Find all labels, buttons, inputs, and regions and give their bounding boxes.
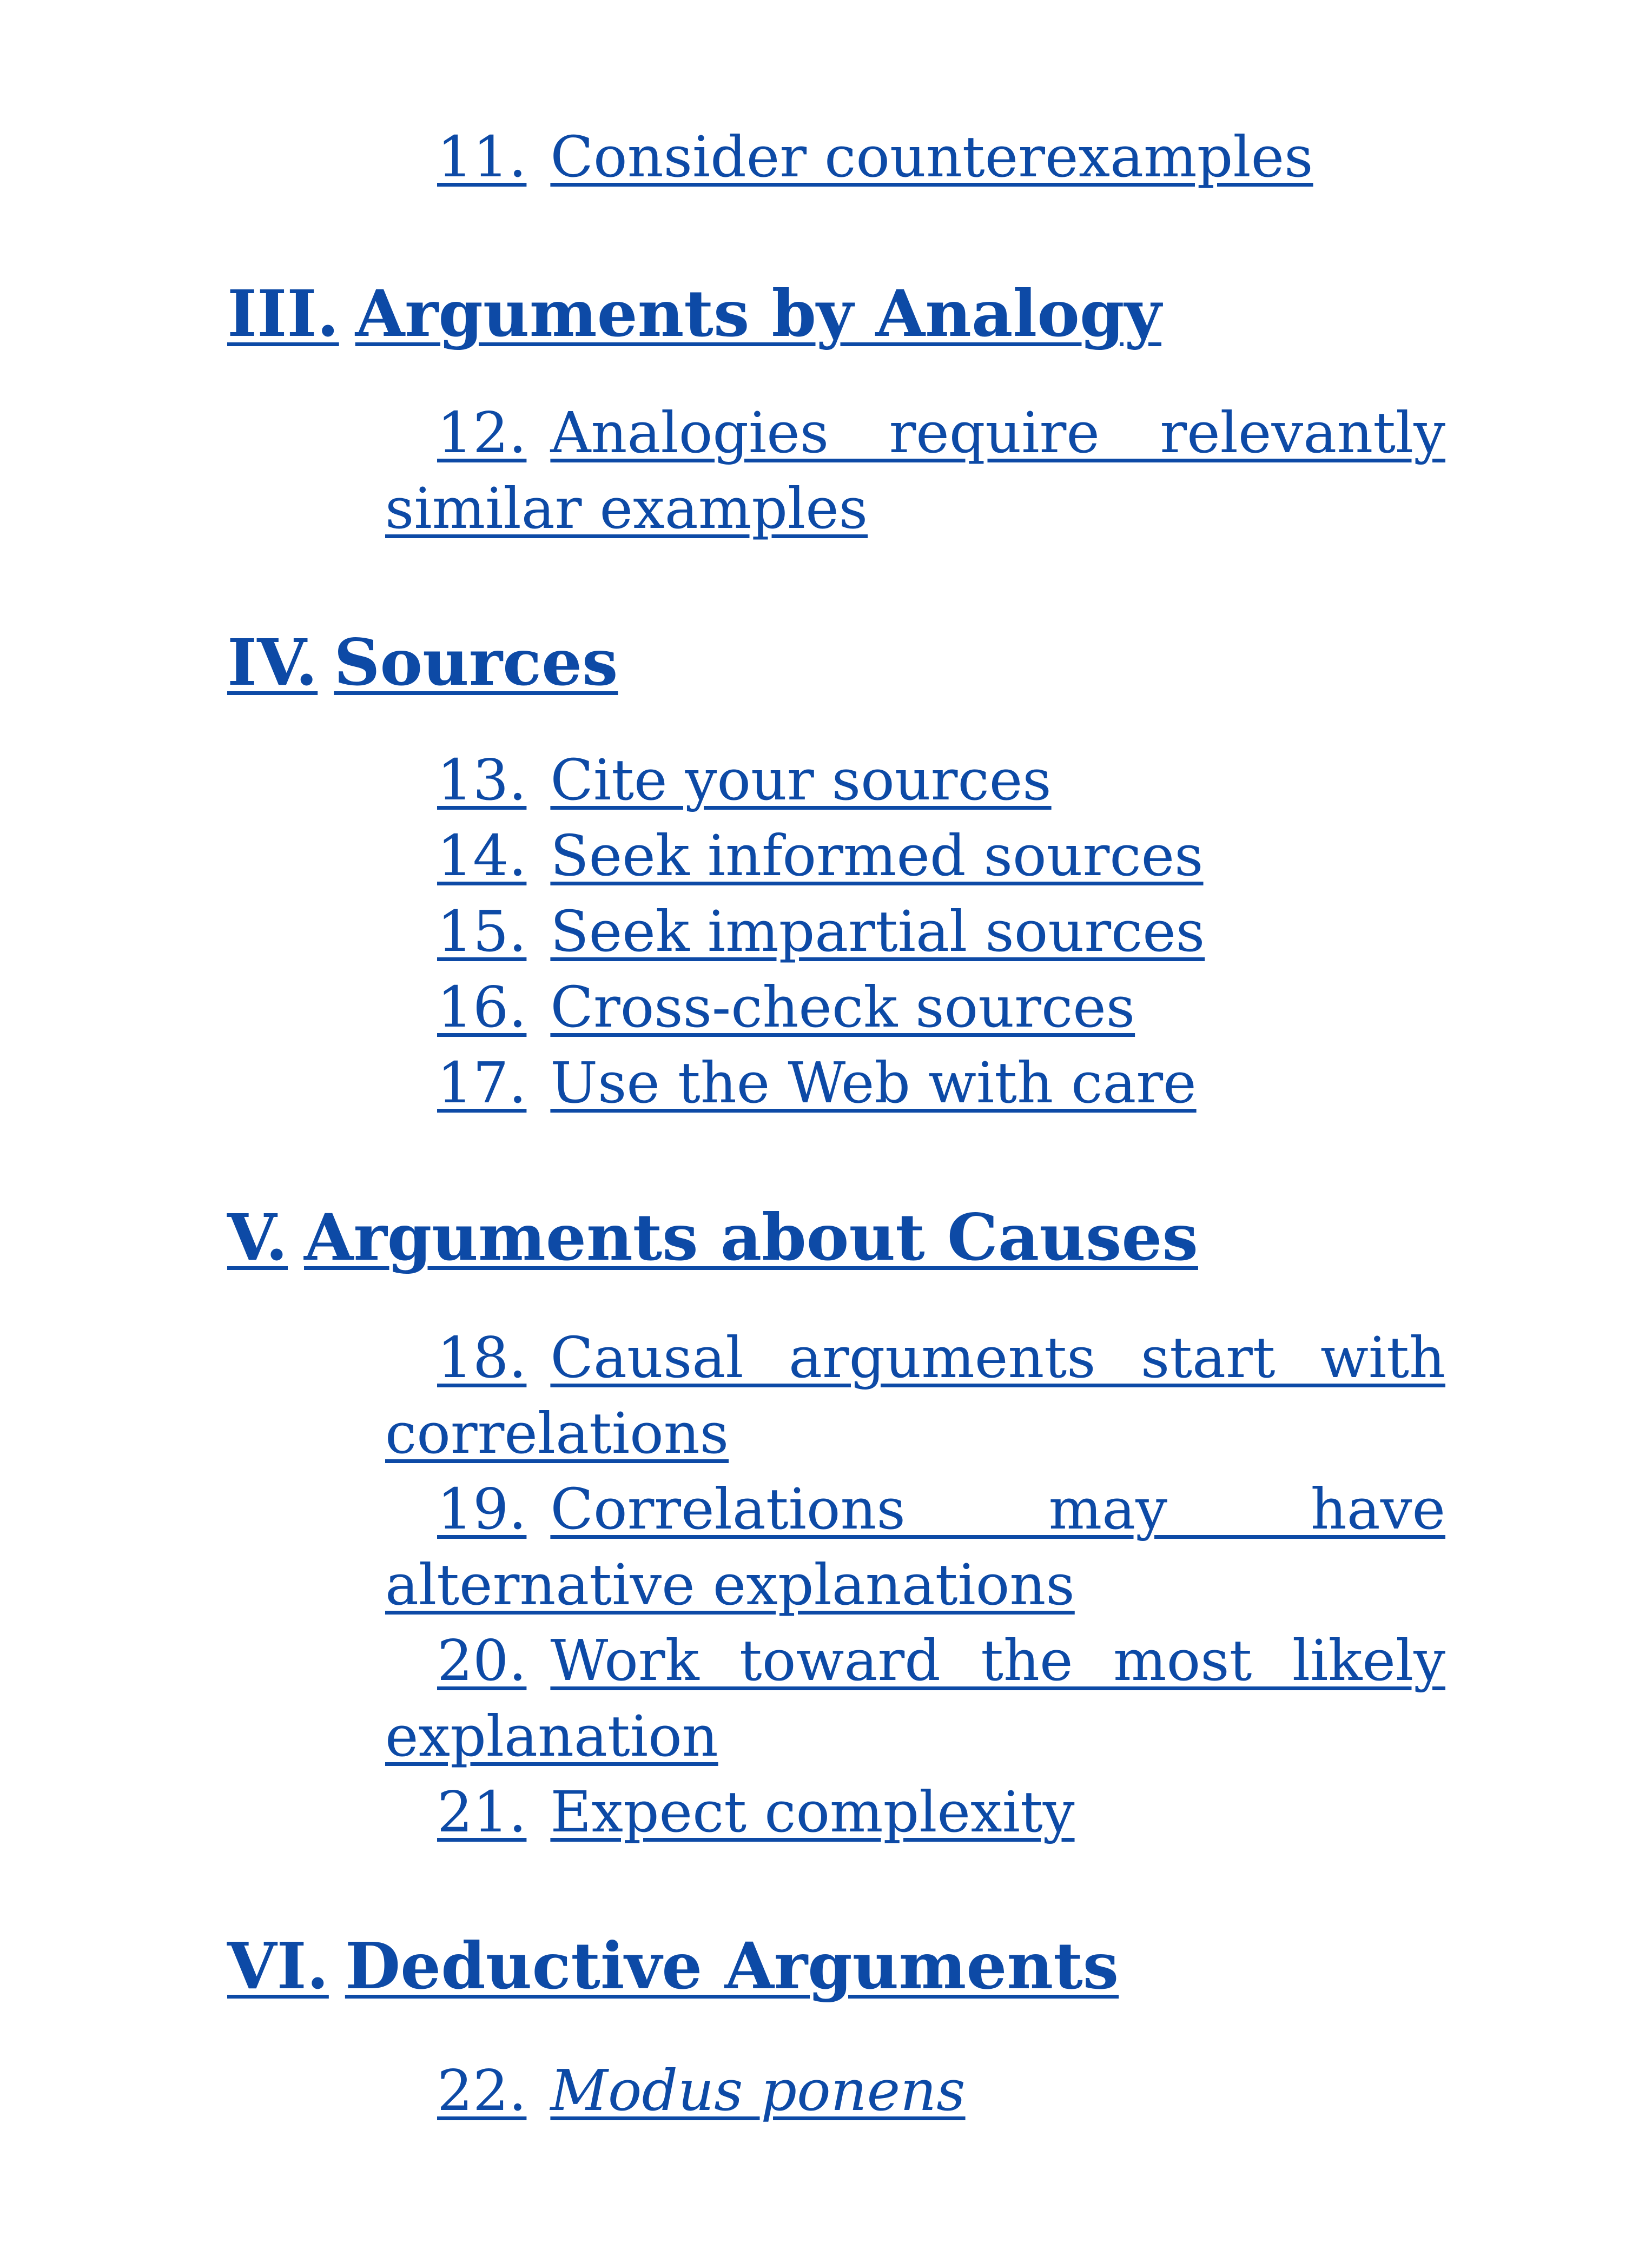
toc-link-correlations-alternative[interactable]: Correlations may have alternative explanations — [385, 1476, 1445, 1618]
toc-item-20 — [385, 1623, 1445, 1774]
section-heading-v — [227, 1197, 1198, 1278]
toc-number-21[interactable]: 21. — [437, 1779, 527, 1845]
toc-link-most-likely-explanation[interactable]: Work toward the most likely explanation — [385, 1628, 1445, 1769]
toc-number-11[interactable]: 11. — [437, 124, 527, 190]
section-roman-iii[interactable]: III. — [227, 276, 339, 351]
toc-link-cross-check-sources[interactable]: Cross-check sources — [550, 974, 1135, 1040]
toc-item-13 — [385, 742, 1445, 818]
section-link-arguments-about-causes[interactable]: Arguments about Causes — [304, 1200, 1198, 1275]
toc-number-12[interactable]: 12. — [437, 400, 527, 466]
toc-number-16[interactable]: 16. — [437, 974, 527, 1040]
section-heading-vi — [227, 1926, 1119, 2007]
toc-item-18 — [385, 1320, 1445, 1471]
toc-number-18[interactable]: 18. — [437, 1325, 527, 1391]
toc-item-22 — [385, 2053, 1445, 2128]
toc-number-17[interactable]: 17. — [437, 1050, 527, 1116]
toc-link-use-the-web-with-care[interactable]: Use the Web with care — [550, 1050, 1197, 1116]
toc-number-19[interactable]: 19. — [437, 1476, 527, 1542]
section-link-deductive-arguments[interactable]: Deductive Arguments — [345, 1928, 1119, 2003]
section-heading-iv — [227, 622, 618, 703]
toc-number-13[interactable]: 13. — [437, 747, 527, 813]
toc-link-seek-impartial-sources[interactable]: Seek impartial sources — [550, 898, 1205, 964]
section-link-arguments-by-analogy[interactable]: Arguments by Analogy — [355, 276, 1162, 351]
toc-number-14[interactable]: 14. — [437, 823, 527, 889]
toc-link-seek-informed-sources[interactable]: Seek informed sources — [550, 823, 1204, 889]
section-roman-iv[interactable]: IV. — [227, 625, 318, 700]
section-roman-v[interactable]: V. — [227, 1200, 288, 1275]
toc-item-19 — [385, 1471, 1445, 1623]
toc-link-causal-arguments[interactable]: Causal arguments start with correlations — [385, 1325, 1445, 1466]
section-roman-vi[interactable]: VI. — [227, 1928, 329, 2003]
toc-link-expect-complexity[interactable]: Expect complexity — [550, 1779, 1075, 1845]
toc-link-cite-your-sources[interactable]: Cite your sources — [550, 747, 1052, 813]
toc-number-15[interactable]: 15. — [437, 898, 527, 964]
toc-number-22[interactable]: 22. — [437, 2057, 527, 2123]
toc-item-11 — [385, 119, 1445, 195]
toc-item-21 — [385, 1774, 1445, 1850]
toc-number-20[interactable]: 20. — [437, 1628, 527, 1693]
toc-item-15 — [385, 894, 1445, 969]
toc-item-12 — [385, 395, 1445, 546]
section-heading-iii — [227, 273, 1161, 354]
toc-link-consider-counterexamples[interactable]: Consider counterexamples — [550, 124, 1313, 190]
section-link-sources[interactable]: Sources — [334, 625, 618, 700]
toc-item-17 — [385, 1045, 1445, 1121]
toc-item-14 — [385, 818, 1445, 894]
toc-item-16 — [385, 969, 1445, 1045]
toc-link-modus-ponens[interactable]: Modus ponens — [550, 2057, 966, 2123]
toc-link-analogies[interactable]: Analogies require relevantly similar examples — [385, 400, 1445, 541]
